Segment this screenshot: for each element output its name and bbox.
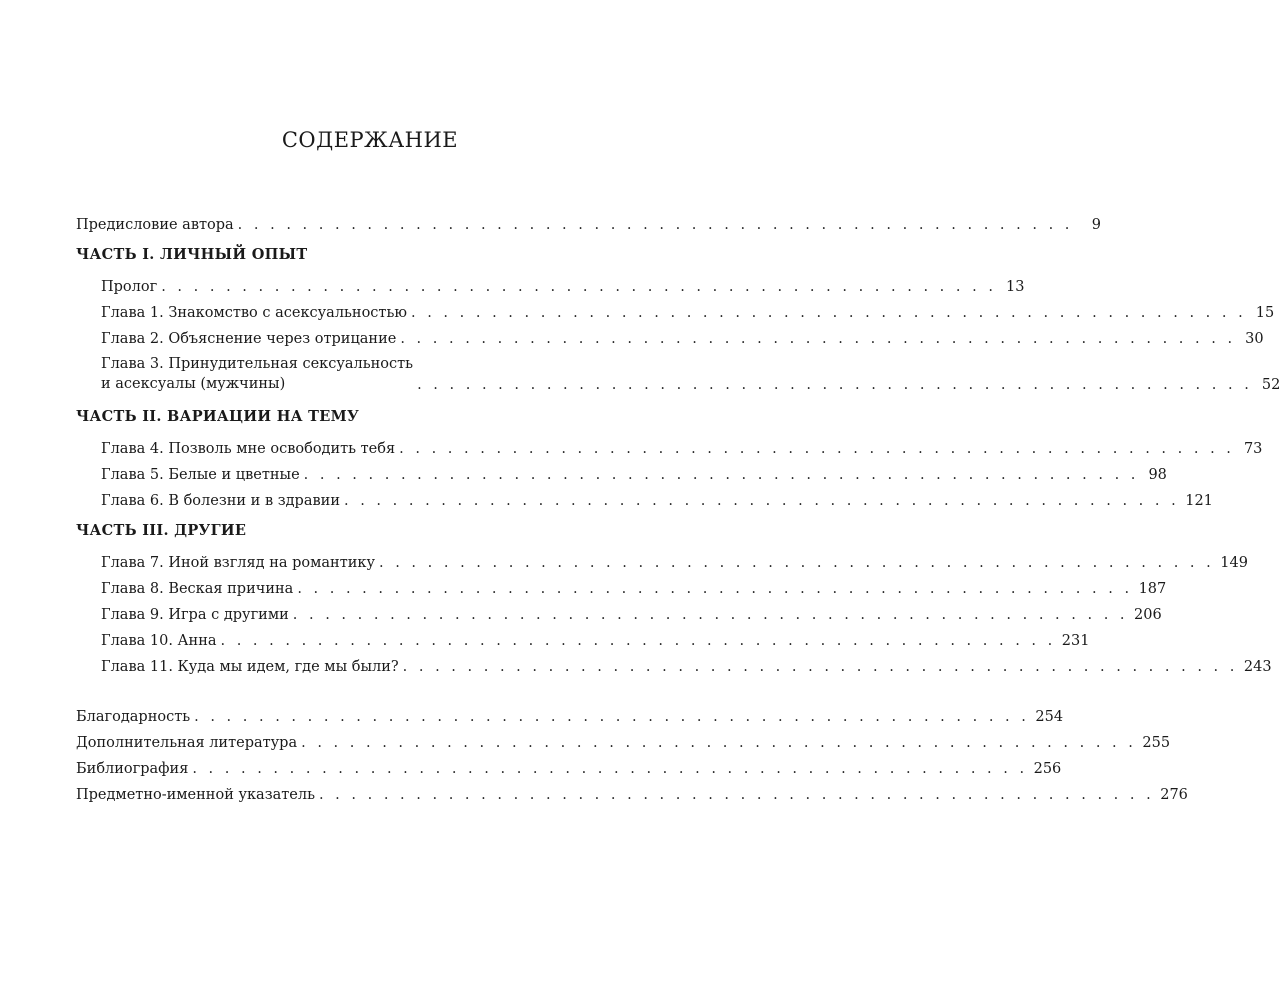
toc-entry[interactable]	[76, 322, 1264, 348]
dot-leader: . . . . . . . . . . . . . . . . . . . . . . . . . . . . . . . . . . . . . . . . . . . . . . . . . . . .	[192, 761, 1028, 777]
part-heading-3: ЧАСТЬ III. ДРУГИЕ	[76, 522, 247, 539]
toc-page-number: 149	[1220, 555, 1248, 571]
toc-page-number: 254	[1035, 709, 1064, 725]
toc-page-number: 243	[1243, 659, 1272, 675]
toc-entry-label: Благодарность	[76, 709, 191, 725]
toc-entry[interactable]	[76, 546, 1248, 572]
toc-page-number: 13	[1006, 279, 1025, 295]
dot-leader: . . . . . . . . . . . . . . . . . . . . . . . . . . . . . . . . . . . . . . . . . . . . . . . . . . . .	[292, 607, 1129, 623]
toc-entry-backmatter[interactable]	[76, 778, 1188, 804]
toc-entry[interactable]	[76, 572, 1167, 598]
dot-leader: . . . . . . . . . . . . . . . . . . . . . . . . . . . . . . . . . . . . . . . . . . . . . . . . . . . .	[301, 735, 1137, 751]
dot-leader: . . . . . . . . . . . . . . . . . . . . . . . . . . . . . . . . . . . . . . . . . . . . . . . . . . . .	[343, 493, 1180, 509]
dot-leader: . . . . . . . . . . . . . . . . . . . . . . . . . . . . . . . . . . . . . . . . . . . . . . . . . . . .	[379, 555, 1215, 571]
toc-entry-label: Глава 7. Иной взгляд на романтику	[101, 555, 375, 571]
part-heading-1: ЧАСТЬ I. ЛИЧНЫЙ ОПЫТ	[76, 246, 308, 263]
toc-entry-preface[interactable]	[76, 208, 1101, 234]
toc-entry-backmatter[interactable]	[76, 752, 1062, 778]
toc-page-number: 15	[1255, 305, 1275, 321]
dot-leader: . . . . . . . . . . . . . . . . . . . . . . . . . . . . . . . . . . . . . . . . . . . . . . . . . . . .	[194, 709, 1030, 725]
toc-entry-label: Глава 6. В болезни и в здравии	[101, 493, 340, 509]
toc-entry[interactable]	[76, 348, 1280, 396]
toc-entry-label: Глава 11. Куда мы идем, где мы были?	[101, 659, 399, 675]
toc-entry[interactable]	[76, 458, 1167, 484]
toc-entry-label-line1: Глава 3. Принудительная сексуальность	[101, 356, 414, 372]
toc-page-number: 256	[1033, 761, 1062, 777]
dot-leader: . . . . . . . . . . . . . . . . . . . . . . . . . . . . . . . . . . . . . . . . . . . . . . . . . . . .	[303, 467, 1139, 483]
toc-page-number: 121	[1185, 493, 1213, 509]
dot-leader: . . . . . . . . . . . . . . . . . . . . . . . . . . . . . . . . . . . . . . . . . . . . . . . . . . . .	[318, 787, 1155, 803]
toc-entry-label: Глава 8. Веская причина	[101, 581, 294, 597]
toc-page-number: 30	[1245, 331, 1264, 347]
toc-entry-label: Дополнительная литература	[76, 735, 298, 751]
toc-page-number: 231	[1061, 633, 1090, 649]
toc-entry-backmatter[interactable]	[76, 726, 1171, 752]
toc-entry-label	[101, 354, 413, 394]
toc-entry[interactable]	[76, 270, 1025, 296]
toc-page-number: 187	[1138, 581, 1167, 597]
dot-leader: . . . . . . . . . . . . . . . . . . . . . . . . . . . . . . . . . . . . . . . . . . . . . . . . . . . .	[297, 581, 1133, 597]
toc-page-number: 52	[1261, 377, 1280, 393]
toc-entry[interactable]	[76, 650, 1272, 676]
toc-entry-label: Глава 10. Анна	[101, 633, 217, 649]
toc-entry-label-line2: и асексуалы (мужчины)	[101, 376, 286, 392]
dot-leader: . . . . . . . . . . . . . . . . . . . . . . . . . . . . . . . . . . . . . . . . . . . . . . . . . . . .	[410, 305, 1247, 321]
dot-leader: . . . . . . . . . . . . . . . . . . . . . . . . . . . . . . . . . . . . . . . . . . . . . . . . . . . .	[399, 441, 1235, 457]
toc-entry-label: Глава 1. Знакомство с асексуальностью	[101, 305, 407, 321]
toc-page-number: 206	[1134, 607, 1162, 623]
toc-entry-label: Глава 4. Позволь мне освободить тебя	[101, 441, 396, 457]
dot-leader: . . . . . . . . . . . . . . . . . . . . . . . . . . . . . . . . . . . . . . . . . . . . . . . . . . . .	[400, 331, 1236, 347]
toc-entry-label: Предметно-именной указатель	[76, 787, 315, 803]
toc-entry[interactable]	[76, 598, 1162, 624]
table-of-contents	[76, 208, 1280, 804]
toc-entry-label: Глава 5. Белые и цветные	[101, 467, 300, 483]
toc-entry-label: Глава 2. Объяснение через отрицание	[101, 331, 397, 347]
part-heading-2: ЧАСТЬ II. ВАРИАЦИИ НА ТЕМУ	[76, 408, 360, 425]
toc-entry-label: Библиография	[76, 761, 189, 777]
toc-page-number: 98	[1148, 467, 1167, 483]
toc-entry-backmatter[interactable]	[76, 700, 1064, 726]
toc-page-number: 276	[1160, 787, 1188, 803]
page-title: СОДЕРЖАНИЕ	[281, 128, 459, 152]
dot-leader: . . . . . . . . . . . . . . . . . . . . . . . . . . . . . . . . . . . . . . . . . . . . . . . . . . . .	[237, 217, 1073, 233]
dot-leader: . . . . . . . . . . . . . . . . . . . . . . . . . . . . . . . . . . . . . . . . . . . . . . . . . . . .	[402, 659, 1238, 675]
toc-page-number: 255	[1142, 735, 1171, 751]
toc-entry[interactable]	[76, 296, 1275, 322]
toc-entry-label: Глава 9. Игра с другими	[101, 607, 289, 623]
dot-leader: . . . . . . . . . . . . . . . . . . . . . . . . . . . . . . . . . . . . . . . . . . . . . . . . . . . .	[417, 377, 1253, 393]
dot-leader: . . . . . . . . . . . . . . . . . . . . . . . . . . . . . . . . . . . . . . . . . . . . . . . . . . . .	[220, 633, 1056, 649]
toc-entry[interactable]	[76, 624, 1090, 650]
dot-leader: . . . . . . . . . . . . . . . . . . . . . . . . . . . . . . . . . . . . . . . . . . . . . . . . . . . .	[161, 279, 997, 295]
toc-page-number: 9	[1091, 217, 1101, 233]
toc-entry-label: Пролог	[101, 279, 158, 295]
toc-entry-label: Предисловие автора	[76, 217, 234, 233]
toc-entry[interactable]	[76, 432, 1263, 458]
toc-page-number: 73	[1243, 441, 1263, 457]
toc-entry[interactable]	[76, 484, 1213, 510]
